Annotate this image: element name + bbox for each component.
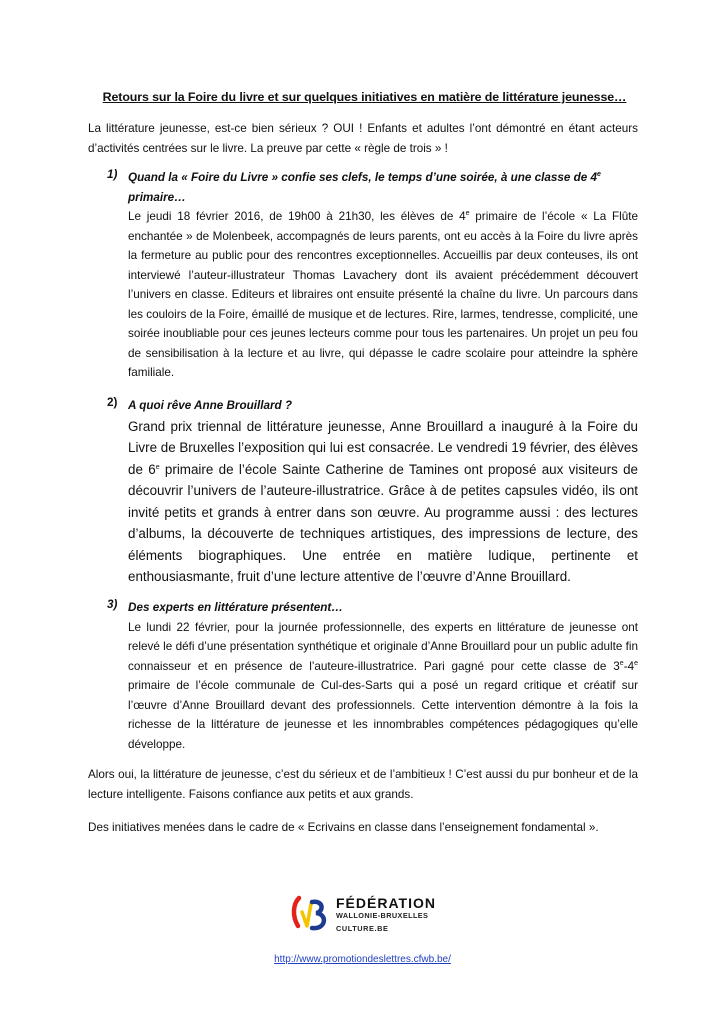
list-item-3: [107, 598, 638, 754]
superscript: e: [155, 463, 160, 471]
body-text: Grand prix triennal de littérature jeunesse, Anne Brouillard a inauguré à la Foire du Livre de Bruxelles l’exposition qui lui est consacrée. Le vendredi 19 février, des élèves de 6: [128, 418, 638, 477]
body-text-cont: primaire de l’école « La Flûte enchantée » de Molenbeek, accompagnés de leurs parents, ont eu accès à la Foire du livre après la fermeture au public pour des rencontres exceptionnelles. Accueillis par deux conteuses, ils ont interviewé l’auteur-illustrateur Thomas Lavachery dont ils avaient précédemment découvert l’univers en classe. Editeurs et libraires ont ensuite présenté la chaîne du livre. Un parcours dans les couloirs de la Foire, émaillé de musique et de lectures. Rire, larmes, tendresse, complicité, une soirée inoubliable pour ces jeunes lecteurs comme pour tous les partenaires. Un projet un peu fou de sensibilisation à la lecture et au livre, qui dépasse le cadre scolaire pour atteindre la sphère familiale.: [128, 210, 638, 379]
body-text-cont: primaire de l’école Sainte Catherine de Tamines ont proposé aux visiteurs de découvrir l’univers de l’auteure-illustratrice. Grâce à de petites capsules vidéo, ils ont invité petits et grands à entrer dans son œuvre. Au programme aussi : des lectures d’albums, la découverte de techniques artistiques, des impressions de lecture, des éléments biographiques. Une entrée en matière ludique, pertinente et enthousiasmante, fruit d’une lecture attentive de l’œuvre d’Anne Brouillard.: [128, 461, 639, 584]
logo-line2: WALLONIE-BRUXELLES: [336, 911, 429, 920]
superscript: e: [465, 210, 470, 217]
superscript: e: [634, 659, 638, 667]
logo-wordmark: [336, 896, 436, 935]
body-text-mid: -4: [623, 659, 635, 673]
body-text: Le lundi 22 février, pour la journée professionnelle, des experts en littérature de jeunesse ont relevé le défi d’une présentation synthétique et originale d’Anne Brouillard pour un public adulte fin connaisseur et en présence de l’auteure-illustratrice. Pari gagné pour cette classe de 3: [128, 620, 638, 673]
superscript: e: [596, 171, 601, 178]
body-text: Le jeudi 18 février 2016, de 19h00 à 21h30, les élèves de 4: [128, 210, 466, 223]
item-body: [128, 416, 638, 588]
intro-paragraph: La littérature jeunesse, est-ce bien sérieux ? OUI ! Enfants et adultes l’ont démontré en étant acteurs d’activités centrées sur le livre. La preuve par cette « règle de trois » !: [88, 122, 638, 155]
footer-link[interactable]: http://www.promotiondeslettres.cfwb.be/: [274, 954, 451, 965]
item-heading: A quoi rêve Anne Brouillard ?: [128, 399, 293, 412]
item-body: [128, 207, 638, 383]
logo-line1: FÉDÉRATION: [336, 895, 436, 911]
logo-line3: CULTURE.BE: [336, 924, 389, 933]
superscript: e: [619, 659, 624, 667]
list-item-2: [107, 396, 638, 588]
body-text-cont: primaire de l’école communale de Cul-des-Sarts qui a posé un regard critique et créatif sur l’œuvre d’Anne Brouillard devant des professionnels. Cette intervention démontre à la fois la richesse de la littérature de jeunesse et les innombrables compétences pédagogiques qu’elle développe.: [128, 679, 638, 751]
list-marker: 1): [107, 168, 118, 181]
heading-text: Quand la « Foire du Livre » confie ses clefs, le temps d’une soirée, à une classe de 4: [128, 171, 597, 184]
list-item-1: [107, 168, 638, 383]
item-body: [128, 618, 638, 755]
list-marker: 2): [107, 396, 118, 409]
heading-text-cont: primaire…: [128, 190, 186, 204]
conclusion-paragraph: Alors oui, la littérature de jeunesse, c’est du sérieux et de l’ambitieux ! C’est aussi du pur bonheur et de la lecture intelligente. Faisons confiance aux petits et aux grands.: [88, 768, 638, 801]
list-marker: 3): [107, 598, 118, 611]
item-heading: [128, 168, 638, 207]
closing-paragraph: Des initiatives menées dans le cadre de « Ecrivains en classe dans l’enseignement fondamental ».: [88, 821, 599, 834]
federation-wallonie-bruxelles-logo-icon: [290, 892, 330, 936]
item-heading: Des experts en littérature présentent…: [128, 601, 343, 614]
document-title: Retours sur la Foire du livre et sur quelques initiatives en matière de littérature jeunesse…: [102, 90, 627, 104]
federation-logo: [290, 892, 460, 942]
